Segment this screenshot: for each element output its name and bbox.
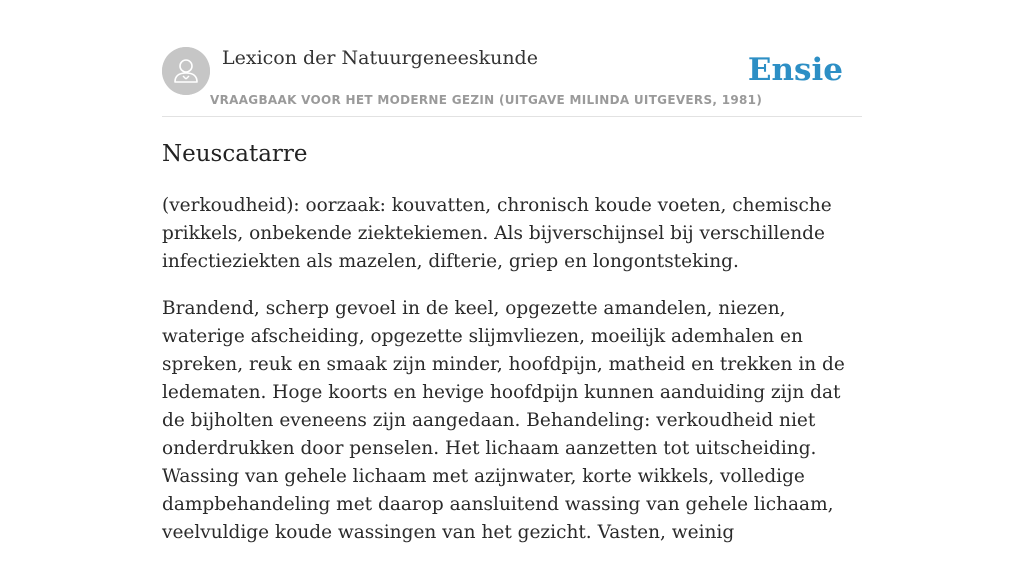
book-title[interactable]: Lexicon der Natuurgeneeskunde [222,47,538,69]
entry-paragraph-2: Brandend, scherp gevoel in de keel, opgezette amandelen, niezen, waterige afscheiding, opgezette slijmvliezen, moeilijk ademhalen en spreken, reuk en smaak zijn minder, hoofdpijn, matheid en trekken in de ledematen. Hoge koorts en hevige hoofdpijn kunnen aanduiding zijn dat de bijholten eveneens zijn aangedaan. Behandeling: verkoudheid niet onderdrukken door penselen. Het lichaam aanzetten tot uitscheiding. Wassing van gehele lichaam met azijnwater, korte wikkels, volledige dampbehandeling met daarop aansluitend wassing van gehele lichaam, veelvuldige koude wassingen van het gezicht. Vasten, weinig [162,298,845,543]
book-subtitle: VRAAGBAAK VOOR HET MODERNE GEZIN (UITGAVE MILINDA UITGEVERS, 1981) [210,93,763,107]
avatar[interactable] [162,47,210,95]
entry-paragraph-1: (verkoudheid): oorzaak: kouvatten, chronisch koude voeten, chemische prikkels, onbekende ziektekiemen. Als bijverschijnsel bij verschillende infectieziekten als mazelen, difterie, griep en longontsteking. [162,195,832,272]
entry-title: Neuscatarre [162,141,308,167]
entry-content [162,192,862,566]
header [162,46,862,117]
ensie-logo[interactable]: Ensie [747,52,843,88]
person-icon [162,47,210,95]
